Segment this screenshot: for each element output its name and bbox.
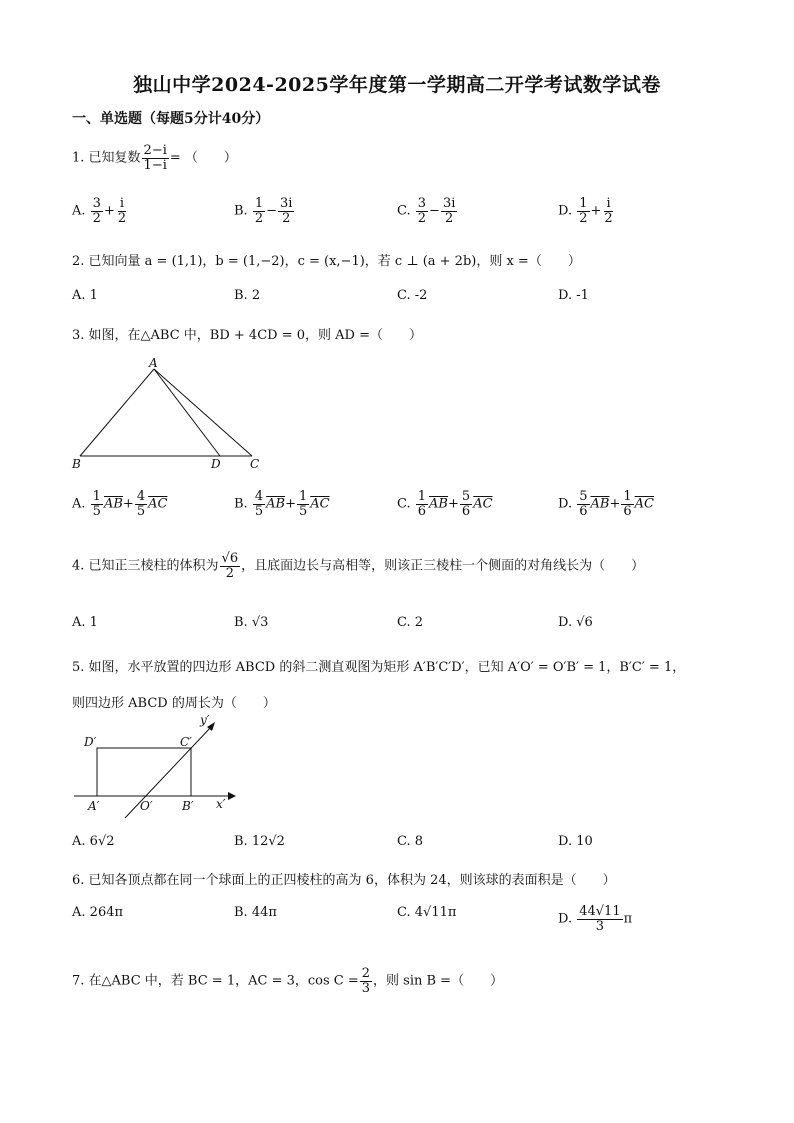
option-operator: − [266, 203, 278, 219]
option-label: B. [234, 615, 248, 630]
q1-eq: = [169, 150, 181, 166]
option-a [72, 288, 98, 303]
option-label: C. [397, 905, 411, 920]
vector-1: $\overline{AB}$ [590, 496, 610, 512]
option-b [234, 288, 260, 303]
rectangle-abcd [97, 748, 191, 796]
option-frac-2 [135, 490, 147, 518]
q7-stem: 7. 在△ABC 中，若 BC = 1，AC = 3，cos C = [72, 973, 359, 989]
option-frac-1-den: 5 [92, 503, 101, 519]
question-4 [72, 552, 644, 580]
option-label: B. [234, 203, 248, 219]
option-b [234, 615, 268, 630]
option-frac-1-den: 2 [579, 210, 588, 226]
option-frac-1-den: 2 [92, 210, 101, 226]
option-d [558, 834, 593, 849]
option-frac-1-num: 1 [417, 489, 427, 504]
vector-2: $\overline{AC}$ [473, 496, 493, 512]
option-frac-2 [297, 490, 309, 518]
option-label: D. [558, 496, 573, 512]
vector-2: $\overline{AC}$ [634, 496, 654, 512]
option-c [397, 834, 423, 849]
option-text: 4√11π [414, 905, 457, 920]
option-label: B. [234, 496, 248, 512]
vector-1: $\overline{AB}$ [103, 496, 123, 512]
option-operator: − [429, 203, 440, 219]
edge-ab [80, 369, 154, 456]
option-text: 1 [89, 615, 98, 630]
option-frac-2-den: 6 [623, 503, 632, 519]
label-a: A [149, 356, 158, 370]
option-c [397, 288, 427, 303]
option-label: D. [558, 911, 573, 927]
option-frac-1 [577, 490, 589, 518]
option-label: B. [234, 905, 248, 920]
option-a [72, 615, 98, 630]
label-d: D [211, 457, 221, 471]
option-d [558, 197, 616, 225]
question-7 [72, 967, 503, 995]
option-label: B. [234, 834, 248, 849]
q7-fraction [360, 967, 372, 995]
option-frac-2 [602, 197, 614, 225]
option-frac-1-num: 1 [254, 196, 264, 211]
label-a: A′ [88, 799, 100, 813]
option-frac-1 [253, 197, 265, 225]
option-frac-1 [416, 197, 428, 225]
option-frac-2-num: 5 [461, 489, 471, 504]
label-b: B′ [182, 799, 194, 813]
q1-stem: 1. 已知复数 [72, 150, 141, 166]
option-label: D. [558, 288, 573, 303]
label-x: x′ [216, 797, 226, 811]
option-label: A. [72, 834, 86, 849]
option-frac-2-num: 1 [298, 489, 308, 504]
q5-rectangle-figure [70, 712, 240, 822]
option-tail: π [623, 911, 633, 927]
section-heading: 一、单选题（每题5分计40分） [72, 111, 270, 127]
q3-triangle-figure [70, 355, 280, 475]
option-label: C. [397, 288, 411, 303]
option-frac-2-num: 1 [623, 489, 632, 504]
option-label: C. [397, 203, 411, 219]
option-frac-2 [278, 197, 294, 225]
option-frac-2-num: 3i [280, 196, 293, 211]
option-a [72, 834, 115, 849]
q1-fraction [142, 144, 169, 172]
option-frac-1-num: 5 [579, 489, 588, 504]
vector-1: $\overline{AB}$ [266, 496, 286, 512]
label-c: C [250, 457, 260, 471]
option-frac-2-num: i [606, 196, 611, 211]
edge-ad [154, 369, 220, 456]
exam-title: 独山中学2024-2025学年度第一学期高二开学考试数学试卷 [133, 74, 661, 96]
option-frac-2-den: 2 [604, 210, 613, 226]
question-5-line1: 5. 如图，水平放置的四边形 ABCD 的斜二测直观图为矩形 A′B′C′D′，已知 A′O′ = O′B′ = 1，B′C′ = 1， [72, 660, 686, 675]
option-label: D. [558, 203, 573, 219]
question-3: 3. 如图，在△ABC 中，BD + 4CD = 0，则 AD =（ ） [72, 328, 422, 343]
option-label: C. [397, 496, 411, 512]
option-frac-1 [253, 490, 265, 518]
question-2: 2. 已知向量 a = (1,1)，b = (1,−2)，c = (x,−1)，若 c ⊥ (a + 2b)，则 x =（ ） [72, 254, 581, 269]
option-label: A. [72, 288, 86, 303]
q4-fraction [220, 552, 241, 580]
option-c [397, 615, 423, 630]
option-text: 8 [414, 834, 424, 849]
option-a [72, 905, 123, 920]
vector-2: $\overline{AC}$ [310, 496, 330, 512]
q7-frac-num: 2 [361, 966, 371, 981]
option-b [234, 905, 277, 920]
q4-frac-den: 2 [225, 565, 234, 581]
option-text: 44π [251, 905, 277, 920]
option-label: D. [558, 615, 573, 630]
option-text: 1 [89, 288, 98, 303]
option-frac-2-num: 4 [136, 489, 146, 504]
option-frac-1-den: 2 [417, 210, 427, 226]
option-label: A. [72, 203, 86, 219]
option-frac-den: 3 [595, 918, 605, 934]
edge-ac [154, 369, 252, 456]
option-label: A. [72, 615, 86, 630]
option-frac-2-num: 3i [442, 196, 456, 211]
option-label: B. [234, 288, 248, 303]
label-o: O′ [140, 799, 153, 813]
option-frac [577, 905, 622, 933]
option-operator: + [103, 203, 115, 219]
option-label: A. [72, 905, 86, 920]
label-d: D′ [84, 735, 97, 749]
option-c: C. $\frac{1}{6}$ $\overline{AB}+$ $\frac{5}{6}$ $\overline{AC}$ [397, 489, 493, 519]
option-text: 264π [89, 905, 124, 920]
option-frac-1 [91, 490, 103, 518]
option-frac-2 [441, 197, 457, 225]
option-frac-1-num: 4 [254, 489, 264, 504]
option-frac-1 [416, 490, 428, 518]
option-label: A. [72, 496, 86, 512]
q1-frac-den: 1−i [143, 157, 167, 173]
option-frac-2 [116, 197, 128, 225]
question-5-line2: 则四边形 ABCD 的周长为（ ） [72, 696, 276, 711]
option-text: 6√2 [89, 834, 115, 849]
option-frac-2-den: 2 [282, 210, 291, 226]
option-text: √3 [251, 615, 269, 630]
label-b: B [72, 457, 81, 471]
option-frac-1-num: 1 [92, 489, 101, 504]
option-text: -1 [576, 288, 589, 303]
option-frac-2-den: 5 [136, 503, 146, 519]
question-1 [72, 144, 237, 172]
option-label: C. [397, 834, 411, 849]
option-c [397, 905, 456, 920]
option-frac-1 [91, 197, 103, 225]
option-frac-2 [621, 490, 633, 518]
option-frac-1-num: 3 [92, 196, 101, 211]
option-text: -2 [414, 288, 428, 303]
y-axis [125, 726, 212, 818]
option-text: 10 [576, 834, 593, 849]
option-d [558, 615, 593, 630]
option-a [72, 197, 129, 225]
q4-tail: ，且底面边长与高相等，则该正三棱柱一个侧面的对角线长为（ ） [241, 558, 645, 574]
option-frac-1 [577, 197, 589, 225]
q4-stem: 4. 已知正三棱柱的体积为 [72, 558, 219, 574]
q1-frac-num: 2−i [143, 143, 167, 158]
option-a: A. $\frac{1}{5}$ $\overline{AB}+$ $\frac{4}{5}$ $\overline{AC}$ [72, 489, 168, 519]
option-frac-1-den: 2 [254, 210, 264, 226]
option-frac-2-den: 6 [461, 503, 471, 519]
vector-1: $\overline{AB}$ [429, 496, 448, 512]
option-d [558, 288, 589, 303]
option-text: 2 [414, 615, 424, 630]
option-frac-1-num: 1 [579, 196, 588, 211]
option-c [397, 197, 458, 225]
x-axis-arrow [228, 792, 236, 800]
option-b [234, 197, 295, 225]
question-6: 6. 已知各顶点都在同一个球面上的正四棱柱的高为 6，体积为 24，则该球的表面积是（ ） [72, 873, 616, 888]
option-frac-2-den: 2 [117, 210, 127, 226]
option-operator: + [590, 203, 602, 219]
q4-frac-num: √6 [221, 551, 239, 566]
q7-tail: ，则 sin B =（ ） [373, 973, 504, 989]
option-frac-1-den: 5 [254, 503, 264, 519]
option-frac-1-den: 6 [579, 503, 588, 519]
option-frac-1-num: 3 [417, 196, 427, 211]
option-frac-num: 44√11 [579, 904, 621, 919]
option-frac-2-num: i [119, 196, 125, 211]
option-b [234, 834, 285, 849]
option-frac-2-den: 5 [298, 503, 308, 519]
option-d [558, 905, 632, 933]
option-text: √6 [576, 615, 593, 630]
option-text: 2 [251, 288, 261, 303]
option-frac-1-den: 6 [417, 503, 427, 519]
vector-2: $\overline{AC}$ [148, 496, 168, 512]
q7-frac-den: 3 [361, 980, 371, 996]
q1-paren: （ ） [184, 150, 237, 166]
option-text: 12√2 [251, 834, 285, 849]
option-label: D. [558, 834, 573, 849]
option-b: B. $\frac{4}{5}$ $\overline{AB}+$ $\frac{1}{5}$ $\overline{AC}$ [234, 489, 330, 519]
option-d: D. $\frac{5}{6}$ $\overline{AB}+$ $\frac{1}{6}$ $\overline{AC}$ [558, 489, 654, 519]
option-label: C. [397, 615, 411, 630]
option-frac-2-den: 2 [445, 210, 454, 226]
label-y: y′ [200, 713, 210, 727]
label-c: C′ [180, 735, 192, 749]
option-frac-2 [460, 490, 472, 518]
